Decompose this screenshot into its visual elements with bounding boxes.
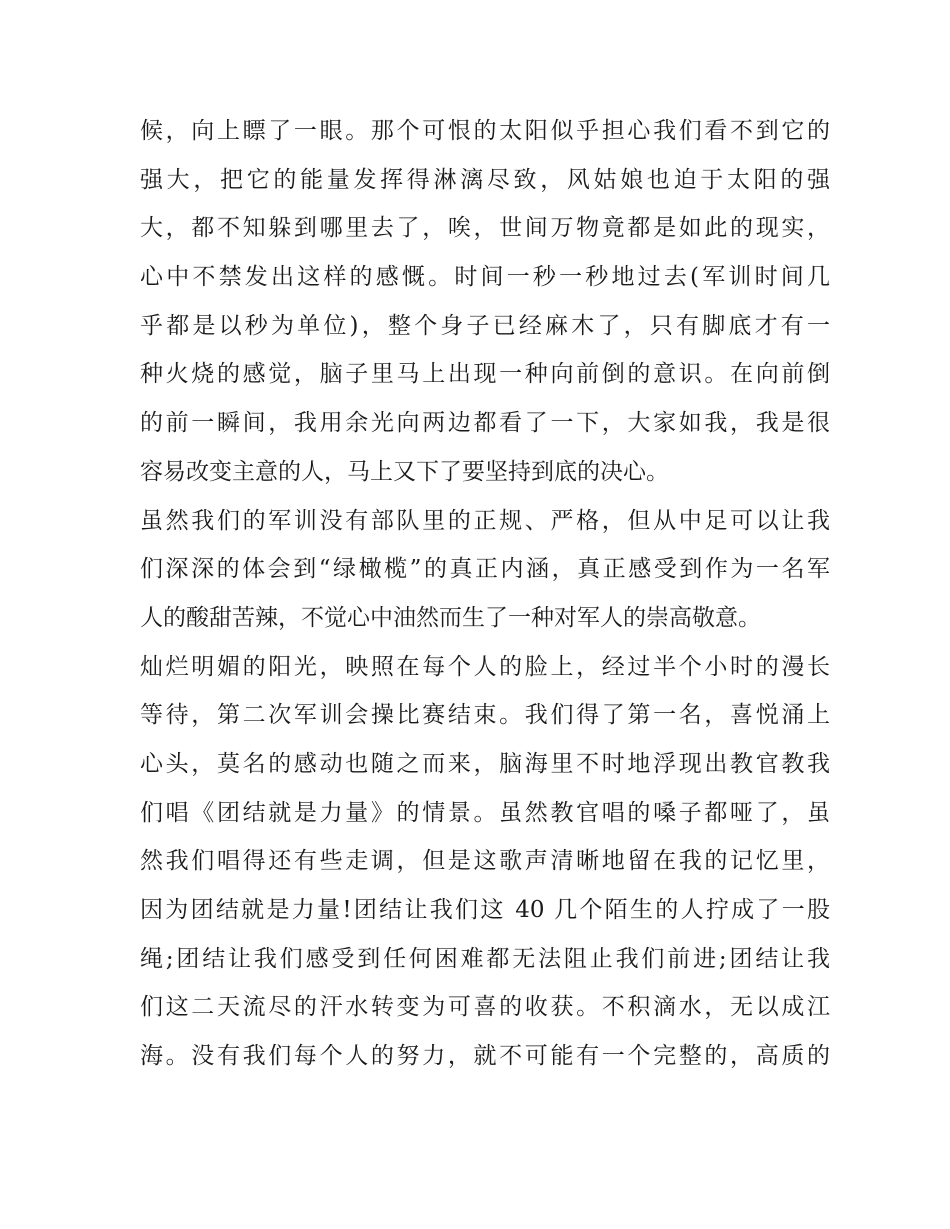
body-text [140,107,830,1081]
text-line: 绳;团结让我们感受到任何困难都无法阻止我们前进;团结让我 [140,945,830,972]
text-line: 候，向上瞟了一眼。那个可恨的太阳似乎担心我们看不到它的 [140,118,830,144]
text-line: 的前一瞬间，我用余光向两边都看了一下，大家如我，我是很 [140,410,830,437]
text-line: 们唱《团结就是力量》的情景。虽然教官唱的嗓子都哑了，虽 [140,799,830,826]
text-line: 大，都不知躲到哪里去了，唉，世间万物竟都是如此的现实， [140,215,830,242]
text-line: 海。没有我们每个人的努力，就不可能有一个完整的，高质的 [140,1043,830,1070]
text-line: 乎都是以秒为单位)，整个身子已经麻木了，只有脚底才有一 [140,312,830,339]
text-line: 们这二天流尽的汗水转变为可喜的收获。不积滴水，无以成江 [140,994,830,1021]
text-line: 人的酸甜苦辣，不觉心中油然而生了一种对军人的崇高敬意。 [140,604,761,631]
text-line: 容易改变主意的人，马上又下了要坚持到底的决心。 [140,458,669,485]
text-line: 虽然我们的军训没有部队里的正规、严格，但从中足可以让我 [140,507,830,534]
text-line: 强大，把它的能量发挥得淋漓尽致，风姑娘也迫于太阳的强 [140,166,830,193]
text-line: 然我们唱得还有些走调，但是这歌声清晰地留在我的记忆里， [140,848,830,875]
text-line: 心中不禁发出这样的感慨。时间一秒一秒地过去(军训时间几 [140,264,830,291]
text-line: 们深深的体会到“绿橄榄”的真正内涵，真正感受到作为一名军 [140,556,830,583]
text-line: 种火烧的感觉，脑子里马上出现一种向前倒的意识。在向前倒 [140,361,830,388]
text-line: 心头，莫名的感动也随之而来，脑海里不时地浮现出教官教我 [140,750,830,777]
text-line: 因为团结就是力量!团结让我们这 40 几个陌生的人拧成了一股 [140,897,830,923]
text-line: 等待，第二次军训会操比赛结束。我们得了第一名，喜悦涌上 [140,702,830,729]
text-line: 灿烂明媚的阳光，映照在每个人的脸上，经过半个小时的漫长 [140,653,830,680]
